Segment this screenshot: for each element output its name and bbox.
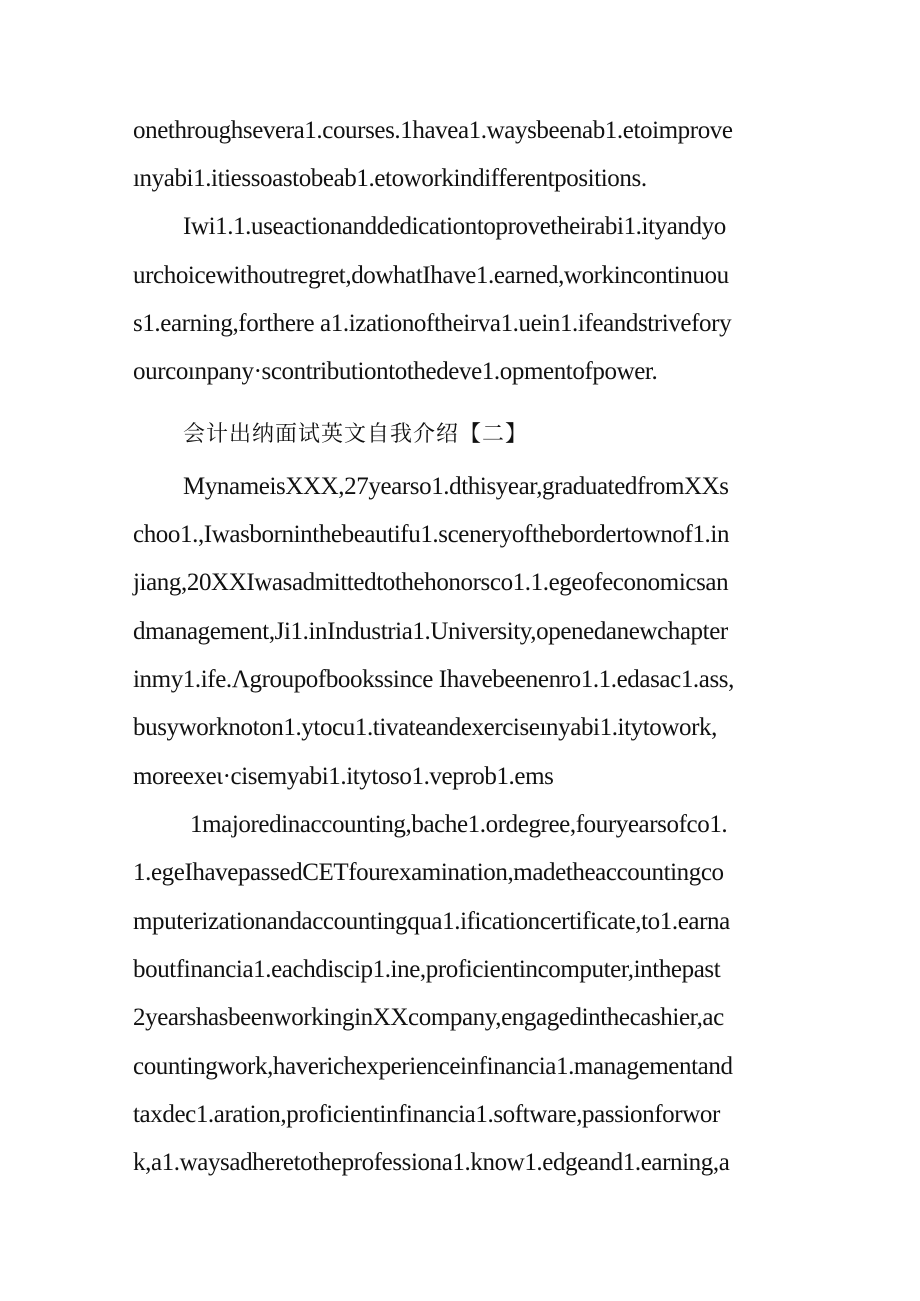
paragraph-line-15: 1.egeIhavepassedCETfourexamination,madetheaccountingco xyxy=(133,859,724,886)
paragraph-line-5: s1.earning,forthere a1.izationoftheirva1.uein1.ifeandstrivefory xyxy=(133,310,732,337)
section-heading: 会计出纳面试英文自我介绍【二】 xyxy=(183,422,529,447)
paragraph-line-16: mputerizationandaccountingqua1.ificationcertificate,to1.earna xyxy=(133,908,730,935)
paragraph-line-6: ourcoınpany·scontributiontothedeve1.opmentofpower. xyxy=(133,358,658,385)
paragraph-line-20: taxdec1.aration,proficientinfinancia1.software,passionforwor xyxy=(133,1101,720,1128)
paragraph-line-17: boutfinancia1.eachdiscip1.ine,proficientincomputer,inthepast xyxy=(133,956,721,983)
paragraph-line-1: onethroughsevera1.courses.1havea1.waysbeenab1.etoimprove xyxy=(133,117,733,144)
paragraph-line-18: 2yearshasbeenworkinginXXcompany,engagedinthecashier,ac xyxy=(133,1004,724,1031)
paragraph-line-21: k,a1.waysadheretotheprofessiona1.know1.edgeand1.earning,a xyxy=(133,1149,730,1176)
paragraph-line-11: inmy1.ife.Λgroupofbookssince Ihavebeenenro1.1.edasac1.ass, xyxy=(133,666,734,693)
paragraph-line-3: Iwi1.1.useactionanddedicationtoprovetheirabi1.ityandyo xyxy=(183,213,726,240)
paragraph-line-7: MynameisXXX,27yearso1.dthisyear,graduatedfromXXs xyxy=(183,473,729,500)
paragraph-line-8: choo1.,Iwasborninthebeautifu1.sceneryofthebordertownof1.in xyxy=(133,521,730,548)
paragraph-line-9: jiang,20XXIwasadmittedtothehonorsco1.1.egeofeconomicsan xyxy=(133,569,729,596)
paragraph-line-14: 1majoredinaccounting,bache1.ordegree,fouryearsofco1. xyxy=(190,811,728,838)
paragraph-line-12: busyworknoton1.ytocu1.tivateandexerciseınyabi1.itytowork, xyxy=(133,714,718,741)
paragraph-line-2: ınyabi1.itiessoastobeab1.etoworkindifferentpositions. xyxy=(133,165,647,192)
paragraph-line-13: moreexeι·cisemyabi1.itytoso1.veprob1.ems xyxy=(133,763,554,790)
paragraph-line-10: dmanagement,Ji1.inIndustria1.University,openedanewchapter xyxy=(133,618,728,645)
paragraph-line-4: urchoicewithoutregret,dowhatIhave1.earned,workincontinuou xyxy=(133,262,729,289)
paragraph-line-19: countingwork,haverichexperienceinfinancia1.managementand xyxy=(133,1053,733,1080)
